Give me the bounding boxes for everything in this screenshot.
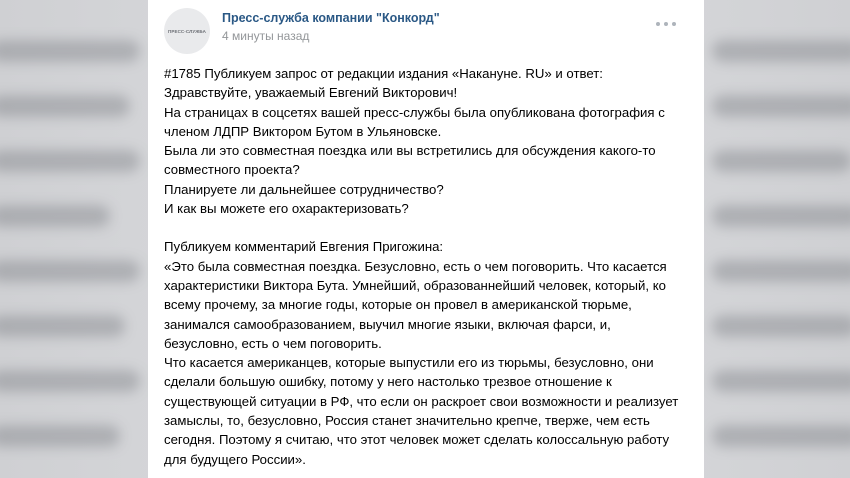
post-header: [164, 0, 688, 62]
avatar-logo-text: ПРЕСС-СЛУЖБА: [168, 28, 206, 34]
post-paragraph: #1785 Публикуем запрос от редакции издания «Накануне. RU» и ответ:: [164, 66, 603, 81]
post-paragraph: Здравствуйте, уважаемый Евгений Викторович!: [164, 85, 458, 101]
post-paragraph: Что касается американцев, которые выпустили его из тюрьмы, безусловно, они сделали большую ошибку, потому у него настолько трезвое отношение к существующей ситуации в РФ, что если он раскроет свои возможности и реализует замыслы, то, безусловно, Россия станет значительно крепче, тверже, чем есть сегодня. Поэтому я считаю, что этот человек может сделать колоссальную работу для будущего России».: [164, 355, 679, 467]
post-paragraph: «Это была совместная поездка. Безусловно, есть о чем поговорить. Что касается характеристики Виктора Бута. Умнейший, образованнейший человек, который, ко всему прочему, за многие годы, которые он провел в американской тюрьме, занимался самообразованием, выучил многие языки, включая фарси, и, безусловно, есть о чем поговорить.: [164, 258, 667, 351]
avatar[interactable]: [164, 8, 210, 54]
post-card: [148, 0, 704, 478]
post-text: [164, 64, 688, 469]
more-horizontal-icon[interactable]: [656, 17, 676, 31]
author-name-link[interactable]: Пресс-служба компании "Конкорд": [222, 11, 440, 25]
post-paragraph: Планируете ли дальнейшее сотрудничество?: [164, 181, 444, 197]
post-paragraph: И как вы можете его охарактеризовать?: [164, 201, 409, 217]
post-paragraph: Публикуем комментарий Евгения Пригожина:: [164, 239, 444, 255]
post-paragraph: На страницах в соцсетях вашей пресс-службы была опубликована фотография с членом ЛДПР Виктором Бутом в Ульяновске.: [164, 104, 665, 139]
post-paragraph: Была ли это совместная поездка или вы встретились для обсуждения какого-то совместного проекта?: [164, 143, 656, 178]
post-timestamp[interactable]: 4 минуты назад: [222, 29, 310, 43]
paragraph-spacer: [164, 218, 688, 237]
